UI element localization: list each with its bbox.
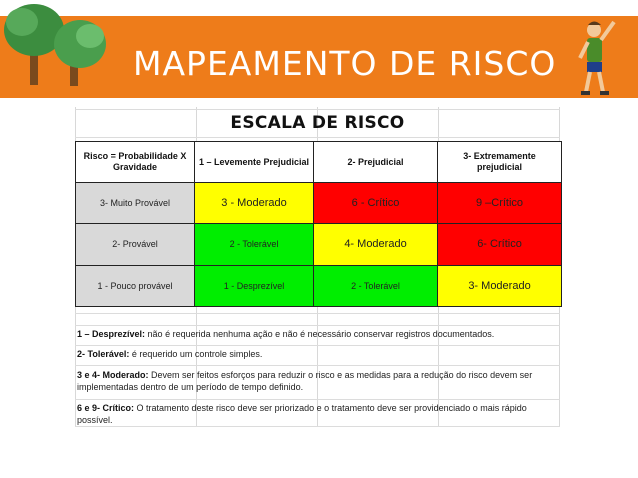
header-severity-1: 1 – Levemente Prejudicial [195,142,314,183]
person-arm [601,22,614,40]
row-label-muito-provavel: 3- Muito Provável [76,183,195,224]
legend-desprezivel [77,328,559,340]
person-head [587,23,601,37]
cell-critico: 9 –Crítico [438,183,562,224]
matrix-row [76,183,562,224]
legend-text: é requerido um controle simples. [129,349,263,359]
legend-term: 3 e 4- Moderado: [77,370,149,380]
cell-moderado: 3 - Moderado [195,183,314,224]
legend-text: O tratamento deste risco deve ser priorizado e o tratamento deve ser providenciado o mais rápido possível. [77,403,527,425]
legend-term: 1 – Desprezível: [77,329,146,339]
person-leg [586,72,590,92]
legend-toleravel [77,348,559,360]
grid-line [75,325,560,326]
row-label-pouco-provavel: 1 - Pouco provável [76,265,195,306]
person-shirt [587,38,602,62]
grid-line [75,426,560,427]
cell-critico: 6 - Crítico [314,183,438,224]
cell-desprezivel: 1 - Desprezível [195,265,314,306]
grid-line [75,137,560,138]
grid-line [75,399,560,400]
cell-toleravel: 2 - Tolerável [314,265,438,306]
person-arm [580,42,588,58]
grid-line [75,313,560,314]
grid-line [75,109,560,110]
row-label-provavel: 2- Provável [76,224,195,265]
person-hair [588,22,601,26]
trees-illustration [0,0,120,98]
cell-toleravel: 2 - Tolerável [195,224,314,265]
legend-term: 2- Tolerável: [77,349,130,359]
person-leg [599,72,603,92]
legend-text: não é requerida nenhuma ação e não é necessário conservar registros documentados. [145,329,495,339]
legend-moderado [77,369,559,393]
risk-matrix [75,141,562,307]
cell-moderado: 3- Moderado [438,265,562,306]
header-severity-2: 2- Prejudicial [314,142,438,183]
cell-critico: 6- Crítico [438,224,562,265]
slide-header [0,0,638,98]
tree-crown-highlight [6,8,38,36]
matrix-row [76,224,562,265]
legend-term: 6 e 9- Crítico: [77,403,135,413]
person-shorts [587,62,602,72]
scale-title: ESCALA DE RISCO [230,113,405,133]
stretching-person-icon [572,18,622,98]
person-shoe [581,91,590,95]
matrix-header-row [76,142,562,183]
header-risk-formula: Risco = Probabilidade X Gravidade [76,142,195,183]
grid-line [75,365,560,366]
tree-crown-highlight [76,24,104,48]
slide-title: MAPEAMENTO DE RISCO [133,44,557,83]
legend-text: Devem ser feitos esforços para reduzir o risco e as medidas para a redução do risco devem ser implementadas dentro de um período de tempo definido. [77,370,533,392]
person-shoe [600,91,609,95]
grid-line [75,345,560,346]
cell-moderado: 4- Moderado [314,224,438,265]
legend-critico [77,402,559,426]
header-severity-3: 3- Extremamente prejudicial [438,142,562,183]
matrix-row [76,265,562,306]
